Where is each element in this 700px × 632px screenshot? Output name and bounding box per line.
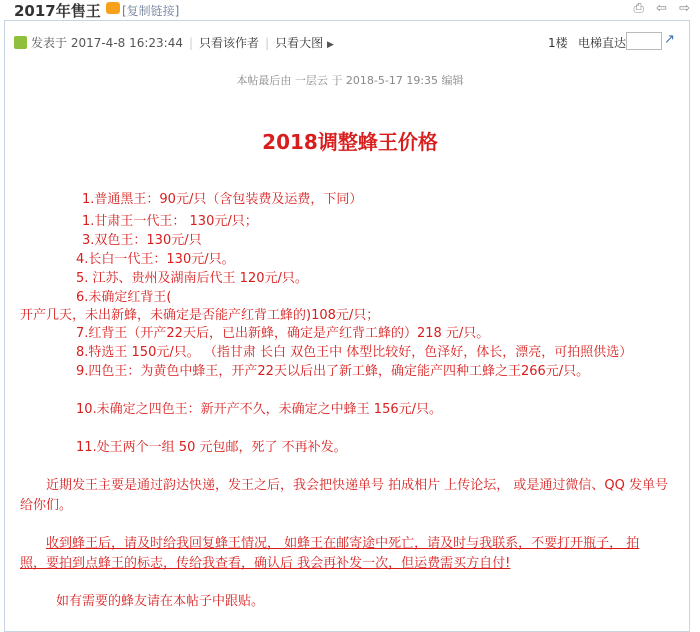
jump-label: 电梯直达 (578, 36, 627, 50)
price-line-9: 9.四色王：为黄色中蜂王，开产22天以后出了新工蜂，确定能产四种工蜂之王266元/只。 (76, 364, 590, 379)
arrow-left-icon[interactable]: ⇦ (656, 1, 667, 16)
play-icon: ▶ (326, 40, 334, 50)
shipping-line-1: 近期发王主要是通过韵达快递，发王之后，我会把快递单号 拍成相片 上传论坛， 或是通过微信、QQ 发单号 (46, 478, 668, 493)
floor-number: 1楼 (548, 36, 568, 50)
post-meta: 发表于 2017-4-8 16:23:44 | 只看该作者 | 只看大图 ▶ (14, 34, 334, 51)
notice-line-2: 照，要拍到点蜂王的标志，传给我查看，确认后 我会再补发一次，但运费需买方自付! (20, 556, 511, 571)
big-image-link[interactable]: 只看大图 (275, 36, 324, 50)
page-title: 2017年售王 (14, 2, 101, 20)
price-line-6b: 开产几天，未出新蜂，未确定是否能产红背工蜂的)108元/只； (20, 308, 380, 323)
hot-icon (106, 2, 120, 14)
jump-icon[interactable]: ↗ (664, 32, 675, 47)
print-icon[interactable]: ⎙ (633, 1, 644, 16)
price-line-7: 7.红背王（开产22天后，已出新蜂，确定是产红背工蜂的）218 元/只。 (76, 326, 490, 341)
jump-input[interactable] (626, 32, 662, 50)
thread-tools (626, 1, 691, 16)
copy-link[interactable]: [复制链接] (122, 4, 180, 18)
arrow-right-icon[interactable]: ⇨ (679, 1, 690, 16)
price-line-4: 4.长白一代王：130元/只。 (76, 252, 235, 267)
price-line-5: 5. 江苏、贵州及湖南后代王 120元/只。 (76, 271, 308, 286)
post-date: 发表于 2017-4-8 16:23:44 (31, 36, 183, 50)
author-only-link[interactable]: 只看该作者 (199, 36, 260, 50)
price-line-8: 8.特选王 150元/只。 （指甘肃 长白 双色王中 体型比较好，色泽好，体长，漂亮，可拍照供选） (76, 345, 633, 360)
notice-line-1: 收到蜂王后，请及时给我回复蜂王情况， 如蜂王在邮寄途中死亡，请及时与我联系，不要打开瓶子， 拍 (46, 536, 640, 551)
post-heading: 2018调整蜂王价格 (262, 130, 438, 154)
shipping-line-2: 给你们。 (20, 498, 73, 513)
price-line-11: 11.处王两个一组 50 元包邮，死了 不再补发。 (76, 440, 347, 455)
online-icon (14, 36, 27, 49)
edit-note: 本帖最后由 一层云 于 2018-5-17 19:35 编辑 (236, 74, 464, 87)
price-line-6: 6.未确定红背王( (76, 290, 172, 305)
price-line-1: 1.普通黑王：90元/只（含包装费及运费，下同） (82, 192, 363, 207)
followup-line: 如有需要的蜂友请在本帖子中跟贴。 (56, 594, 265, 609)
price-line-3: 3.双色王：130元/只 (82, 233, 202, 248)
price-line-10: 10.未确定之四色王：新开产不久，未确定之中蜂王 156元/只。 (76, 402, 442, 417)
price-line-2: 1.甘肃王一代王： 130元/只； (82, 214, 258, 229)
